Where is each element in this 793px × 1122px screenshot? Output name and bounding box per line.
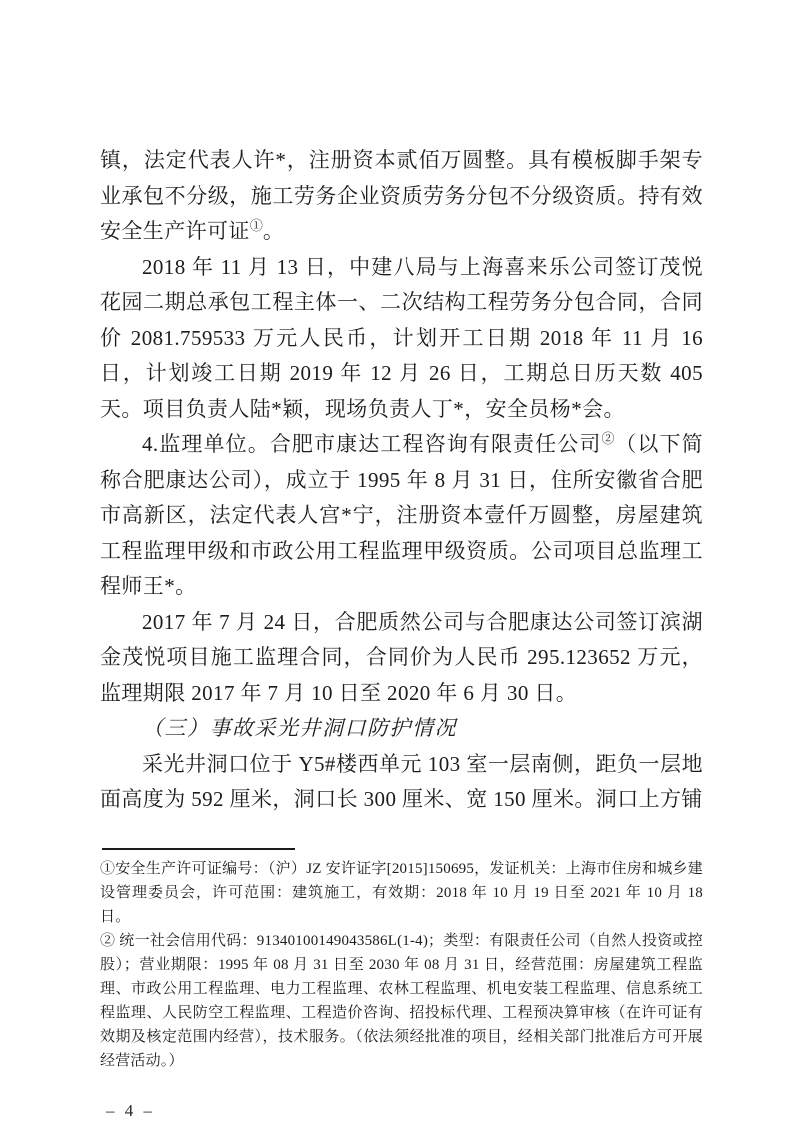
paragraph-text: 2017 年 7 月 24 日，合肥质然公司与合肥康达公司签订滨湖金茂悦项目施工监理合同，合同价为人民币 295.123652 万元，监理期限 2017 年 7 月 10 日至 2020 年 6 月 30 日。 (100, 609, 703, 705)
footnote-1: ①安全生产许可证编号：（沪）JZ 安许证字[2015]150695，发证机关：上海市住房和城乡建设管理委员会，许可范围：建筑施工，有效期：2018 年 10 月 19 日至 2021 年 10 月 18 日。 (100, 860, 703, 925)
paragraph-supervision-contract (100, 605, 703, 712)
page-content (100, 143, 703, 1121)
footnote-2: ② 统一社会信用代码：91340100149043586L(1-4)；类型：有限责任公司（自然人投资或控股）；营业期限：1995 年 08 月 31 日至 2030 年 08 月 31 日，经营范围：房屋建筑工程监理、市政公用工程监理、电力工程监理、农林工程监理、机电安装工程监理、信息系统工程监理、人民防空工程监理、工程造价咨询、招投标代理、工程预决算审核（在许可证有效期及核定范围内经营），技术服务。（依法须经批准的项目，经相关部门批准后方可开展经营活动。） (100, 932, 703, 1069)
footnote-ref-1: ① (249, 218, 263, 233)
footnote-ref-2: ② (601, 431, 616, 446)
paragraph-contractor-qualifications (100, 143, 703, 250)
footnotes (100, 857, 703, 1073)
heading-text: （三）事故采光井洞口防护情况 (142, 716, 457, 740)
section-heading-lightwell-protection (100, 711, 703, 747)
document-body (100, 143, 703, 818)
paragraph-text: 2018 年 11 月 13 日，中建八局与上海喜来乐公司签订茂悦花园二期总承包工程主体一、二次结构工程劳务分包合同，合同价 2081.759533 万元人民币，计划开工日期 2018 年 11 月 16 日，计划竣工日期 2019 年 12 月 26 日，工期总日历天数 405 天。项目负责人陆*颖，现场负责人丁*，安全员杨*会。 (100, 254, 703, 421)
paragraph-text: 镇，法定代表人许*，注册资本贰佰万圆整。具有模板脚手架专业承包不分级，施工劳务企业资质劳务分包不分级资质。持有效安全生产许可证 (100, 148, 703, 243)
paragraph-labor-subcontract (100, 250, 703, 428)
paragraph-lightwell-opening (100, 747, 703, 818)
paragraph-text: （以下简称合肥康达公司），成立于 1995 年 8 月 31 日，住所安徽省合肥市高新区，法定代表人宫*宁，注册资本壹仟万圆整，房屋建筑工程监理甲级和市政公用工程监理甲级资质。公司项目总监理工程师王*。 (100, 432, 703, 598)
paragraph-supervision-unit (100, 427, 703, 605)
paragraph-text: 4.监理单位。合肥市康达工程咨询有限责任公司 (142, 432, 602, 456)
footnote-separator (102, 848, 295, 850)
paragraph-text: 采光井洞口位于 Y5#楼西单元 103 室一层南侧，距负一层地面高度为 592 厘米，洞口长 300 厘米、宽 150 厘米。洞口上方铺 (100, 751, 703, 811)
page-number: – 4 – (106, 1100, 155, 1120)
paragraph-text: 。 (262, 219, 285, 243)
